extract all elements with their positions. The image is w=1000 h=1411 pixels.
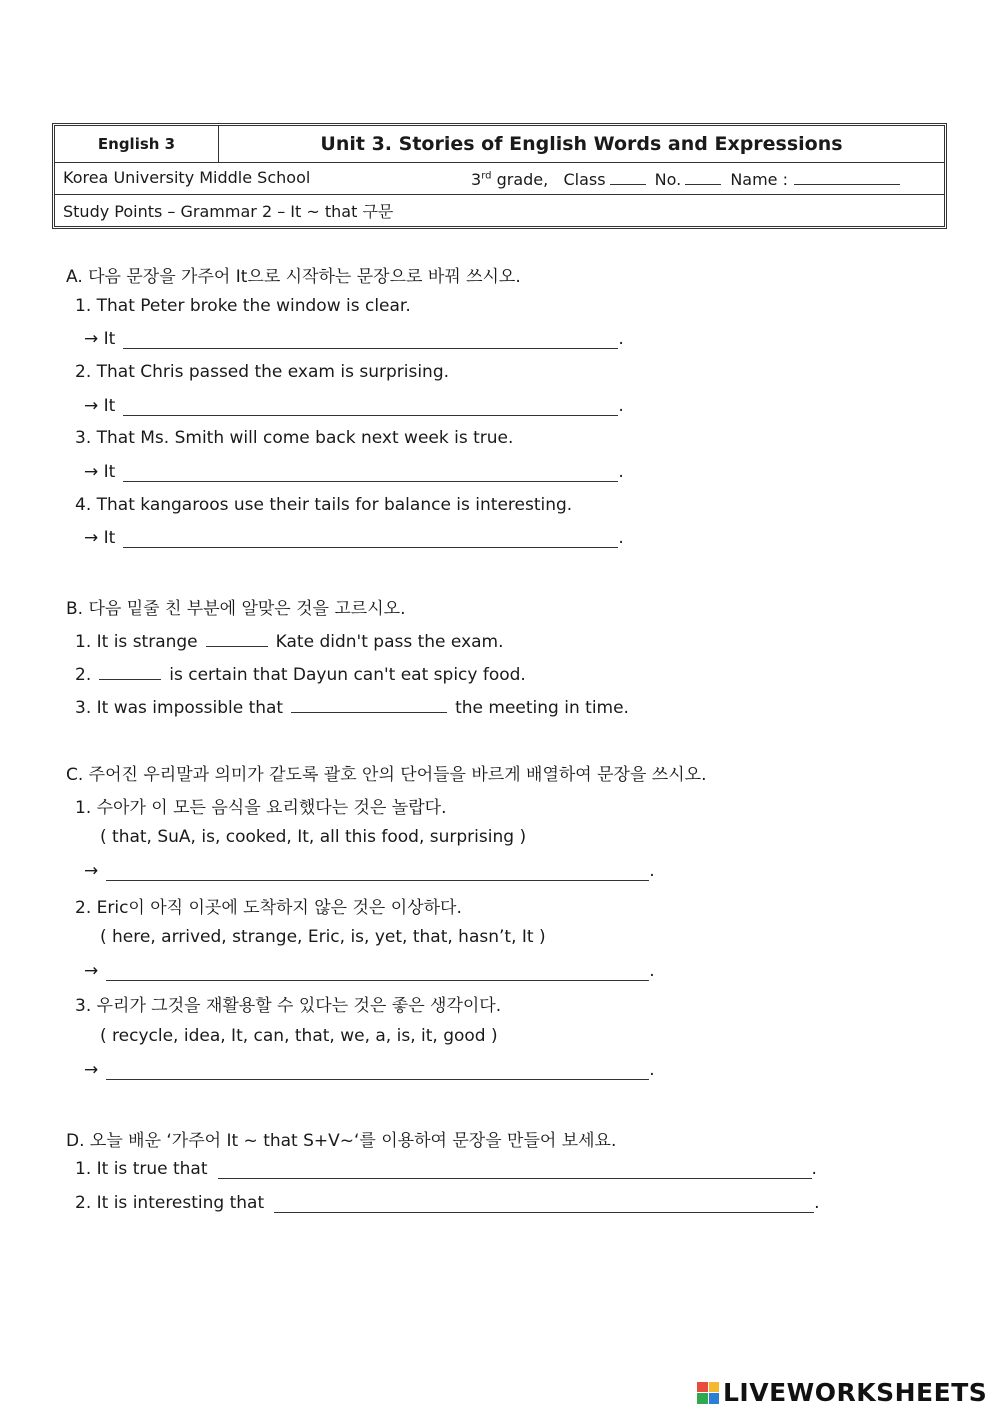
answer-line-c2[interactable] — [106, 962, 649, 981]
grade-suffix: rd — [481, 170, 492, 182]
period: . — [618, 329, 624, 349]
answer-line-d1[interactable] — [218, 1160, 812, 1179]
logo-square — [697, 1393, 708, 1404]
item-text: 1. It is true that — [75, 1159, 208, 1179]
blank-b2[interactable] — [99, 661, 161, 680]
no-label: No. — [654, 170, 682, 189]
grade-word: grade, — [496, 170, 549, 189]
arrow-it-label: → It — [84, 528, 116, 548]
unit-title: Unit 3. Stories of English Words and Expressions — [320, 133, 843, 155]
number-blank[interactable] — [685, 168, 721, 185]
period: . — [649, 961, 655, 981]
section-b-item-2 — [75, 661, 526, 685]
section-a-item-2: 2. That Chris passed the exam is surprising. — [75, 362, 450, 382]
section-a-answer-1 — [84, 329, 624, 349]
section-c-words-3: ( recycle, idea, It, can, that, we, a, is, it, good ) — [100, 1026, 498, 1046]
logo-square — [709, 1382, 720, 1393]
item-text-before: 3. It was impossible that — [75, 698, 284, 718]
section-a-answer-4 — [84, 528, 624, 548]
section-d-item-2 — [75, 1193, 820, 1213]
answer-line-a4[interactable] — [123, 529, 618, 548]
arrow-it-label: → It — [84, 396, 116, 416]
section-c-korean-2: 2. Eric이 아직 이곳에 도착하지 않은 것은 이상하다. — [75, 898, 462, 918]
item-text-after: is certain that Dayun can't eat spicy food. — [169, 665, 526, 685]
class-blank[interactable] — [610, 168, 646, 185]
section-a-answer-3 — [84, 462, 624, 482]
arrow-icon: → — [84, 1060, 99, 1080]
answer-line-c1[interactable] — [106, 862, 649, 881]
section-c-title: C. 주어진 우리말과 의미가 같도록 괄호 안의 단어들을 바르게 배열하여 문장을 쓰시오. — [66, 765, 707, 785]
study-points: Study Points – Grammar 2 – It ~ that 구문 — [63, 202, 394, 221]
grade-class-name-line — [471, 168, 900, 189]
grade-number: 3 — [471, 170, 482, 189]
item-text: 2. It is interesting that — [75, 1193, 265, 1213]
section-c-answer-1 — [84, 861, 655, 881]
class-label: Class — [563, 170, 606, 189]
item-text-after: Kate didn't pass the exam. — [275, 632, 504, 652]
answer-line-a3[interactable] — [123, 463, 618, 482]
school-name: Korea University Middle School — [63, 168, 311, 187]
liveworksheets-logo[interactable] — [697, 1378, 987, 1407]
section-d-title: D. 오늘 배운 ‘가주어 It ~ that S+V~‘를 이용하여 문장을 만들어 보세요. — [66, 1131, 617, 1151]
section-a-item-4: 4. That kangaroos use their tails for balance is interesting. — [75, 495, 573, 515]
blank-b3[interactable] — [291, 694, 447, 713]
period: . — [811, 1159, 817, 1179]
answer-line-a1[interactable] — [123, 330, 618, 349]
blank-b1[interactable] — [206, 628, 268, 647]
logo-square — [709, 1393, 720, 1404]
period: . — [649, 1060, 655, 1080]
answer-line-a2[interactable] — [123, 397, 618, 416]
header-table — [52, 123, 947, 229]
subject-cell: English 3 — [55, 126, 219, 162]
section-c-korean-1: 1. 수아가 이 모든 음식을 요리했다는 것은 놀랍다. — [75, 798, 447, 818]
section-b-item-3 — [75, 694, 629, 718]
arrow-icon: → — [84, 961, 99, 981]
logo-square — [697, 1382, 708, 1393]
section-c-answer-3 — [84, 1060, 655, 1080]
section-a-item-1: 1. That Peter broke the window is clear. — [75, 296, 411, 316]
item-text-after: the meeting in time. — [455, 698, 629, 718]
period: . — [649, 861, 655, 881]
logo-mark-icon — [697, 1382, 719, 1404]
section-c-words-2: ( here, arrived, strange, Eric, is, yet, that, hasn’t, It ) — [100, 927, 546, 947]
answer-line-c3[interactable] — [106, 1061, 649, 1080]
arrow-it-label: → It — [84, 462, 116, 482]
item-text-before: 1. It is strange — [75, 632, 198, 652]
name-blank[interactable] — [794, 168, 900, 185]
section-c-answer-2 — [84, 961, 655, 981]
section-c-korean-3: 3. 우리가 그것을 재활용할 수 있다는 것은 좋은 생각이다. — [75, 996, 502, 1016]
section-a-title: A. 다음 문장을 가주어 It으로 시작하는 문장으로 바꿔 쓰시오. — [66, 267, 521, 287]
arrow-it-label: → It — [84, 329, 116, 349]
section-c-words-1: ( that, SuA, is, cooked, It, all this food, surprising ) — [100, 827, 527, 847]
name-label: Name : — [730, 170, 788, 189]
section-b-item-1 — [75, 628, 504, 652]
period: . — [618, 462, 624, 482]
section-a-answer-2 — [84, 396, 624, 416]
arrow-icon: → — [84, 861, 99, 881]
item-text-before: 2. — [75, 665, 92, 685]
period: . — [618, 396, 624, 416]
section-d-item-1 — [75, 1159, 817, 1179]
section-b-title: B. 다음 밑줄 친 부분에 알맞은 것을 고르시오. — [66, 599, 406, 619]
period: . — [618, 528, 624, 548]
logo-text: LIVEWORKSHEETS — [723, 1378, 988, 1407]
section-a-item-3: 3. That Ms. Smith will come back next week is true. — [75, 428, 514, 448]
answer-line-d2[interactable] — [274, 1194, 814, 1213]
period: . — [814, 1193, 820, 1213]
